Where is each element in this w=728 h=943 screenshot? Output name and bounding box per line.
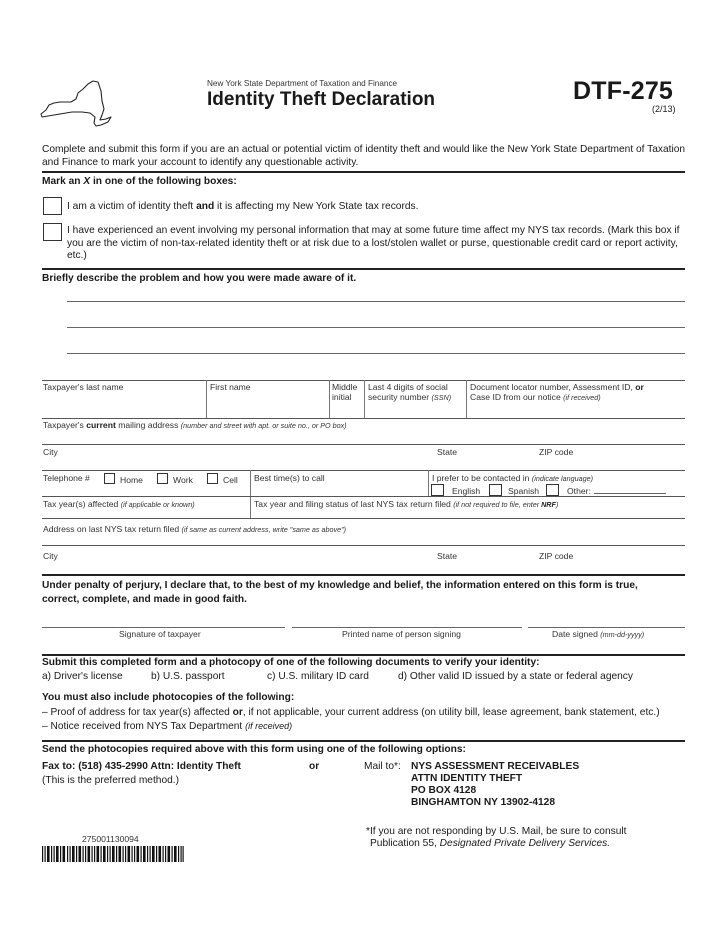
- grid-line: [428, 470, 429, 496]
- english-checkbox[interactable]: [431, 484, 444, 496]
- state-field[interactable]: [437, 447, 457, 457]
- dln-label-2: Case ID from our notice: [470, 392, 564, 402]
- prefer-label: I prefer to be contacted in: [432, 473, 532, 483]
- tax-years-label: Tax year(s) affected: [43, 499, 121, 509]
- city-label-2: City: [43, 551, 58, 561]
- last-return-address-field[interactable]: [43, 524, 346, 534]
- printed-name-input[interactable]: [292, 627, 522, 628]
- at-risk-checkbox[interactable]: [43, 223, 62, 241]
- victim-checkbox[interactable]: [43, 197, 62, 215]
- ssn-label-2: security number: [368, 392, 432, 402]
- mark-x: X: [83, 176, 91, 187]
- grid-line: [250, 470, 251, 518]
- fax-instruction: Fax to: (518) 435-2990 Attn: Identity Theft: [42, 761, 241, 772]
- state-field-2[interactable]: [437, 551, 457, 561]
- mail-address-line-1: NYS ASSESSMENT RECEIVABLES: [411, 761, 580, 772]
- perjury-line-1: Under penalty of perjury, I declare that, to the best of my knowledge and belief, the information entered on this form is true,: [42, 580, 638, 591]
- signature-label: Signature of taxpayer: [119, 629, 201, 639]
- describe-line-3[interactable]: [67, 353, 685, 354]
- language-preference-label: [432, 473, 593, 483]
- last-name-label: Taxpayer's last name: [43, 382, 124, 392]
- grid-line: [42, 444, 685, 445]
- photocopy-item-2: [42, 721, 292, 732]
- city-field[interactable]: [43, 447, 58, 457]
- dln-note: (if received): [563, 393, 601, 402]
- first-name-field[interactable]: [210, 382, 251, 392]
- filing-nrf: NRF: [541, 500, 556, 509]
- zip-field-2[interactable]: [539, 551, 573, 561]
- barcode-icon: [42, 846, 184, 862]
- mail-address-line-4: BINGHAMTON NY 13902-4128: [411, 797, 556, 808]
- signature-input[interactable]: [42, 627, 285, 628]
- victim-option-label: [67, 201, 418, 212]
- last-address-label: Address on last NYS tax return filed: [43, 524, 182, 534]
- address-note: (number and street with apt. or suite no., or PO box): [180, 421, 347, 430]
- item1-or: or: [232, 707, 243, 718]
- mail-address-line-3: PO BOX 4128: [411, 785, 477, 796]
- mail-to-label: Mail to*:: [364, 761, 401, 772]
- ssn-label-1: Last 4 digits of social: [368, 382, 448, 392]
- mark-suffix: in one of the following boxes:: [90, 176, 237, 187]
- describe-heading: Briefly describe the problem and how you were made aware of it.: [42, 273, 357, 284]
- tax-years-note: (if applicable or known): [120, 500, 195, 509]
- grid-line: [42, 470, 685, 471]
- zip-label-2: ZIP code: [539, 551, 574, 561]
- work-checkbox[interactable]: [157, 473, 168, 484]
- option1-a: I am a victim of identity theft: [67, 201, 197, 212]
- grid-line: [206, 380, 207, 418]
- city-field-2[interactable]: [43, 551, 58, 561]
- grid-line: [466, 380, 467, 418]
- grid-line: [364, 380, 365, 418]
- at-risk-option-label: I have experienced an event involving my personal information that may at some future time affect my NYS tax records. (Mark this box if you are the victim of non-tax-related identity theft or at risk due to a lost/stolen wallet or purse, questionable credit card or report activity, etc.): [67, 225, 680, 262]
- last-address-note: (if same as current address, write "same as above"): [181, 525, 347, 534]
- mailing-address-field[interactable]: [43, 420, 347, 430]
- divider: [42, 654, 685, 656]
- page-title: Identity Theft Declaration: [207, 89, 436, 110]
- date-format: (mm-dd-yyyy): [600, 630, 645, 639]
- middle-initial-field[interactable]: [332, 382, 357, 402]
- filing-note: (if not required to file, enter: [453, 500, 542, 509]
- other-language-label: Other:: [567, 486, 591, 496]
- address-label-a: Taxpayer's: [43, 420, 87, 430]
- mark-prefix: Mark an: [42, 176, 84, 187]
- dln-label-1: Document locator number, Assessment ID,: [470, 382, 636, 392]
- mail-address-line-2: ATTN IDENTITY THEFT: [411, 773, 523, 784]
- work-label: Work: [173, 475, 193, 485]
- prefer-note: (indicate language): [531, 474, 593, 483]
- zip-field[interactable]: [539, 447, 573, 457]
- tax-years-field[interactable]: [43, 499, 195, 509]
- city-label: City: [43, 447, 58, 457]
- id-option-b: b) U.S. passport: [151, 671, 225, 682]
- ssn-field[interactable]: [368, 382, 451, 403]
- best-time-label: Best time(s) to call: [254, 473, 325, 483]
- last-name-field[interactable]: [43, 382, 123, 392]
- option1-and: and: [196, 201, 215, 212]
- send-heading: Send the photocopies required above with this form using one of the following options:: [42, 744, 466, 755]
- grid-line: [329, 380, 330, 418]
- photocopy-item-1: [42, 707, 660, 718]
- filing-close: ): [555, 500, 559, 509]
- home-label: Home: [120, 475, 143, 485]
- other-language-input[interactable]: [594, 493, 666, 494]
- item2-note: (if received): [245, 721, 293, 731]
- dln-or: or: [635, 382, 644, 392]
- id-option-c: c) U.S. military ID card: [267, 671, 369, 682]
- divider: [42, 268, 685, 270]
- describe-line-1[interactable]: [67, 301, 685, 302]
- filing-status-label: Tax year and filing status of last NYS tax return filed: [254, 499, 454, 509]
- grid-line: [42, 418, 685, 419]
- new-york-state-map-icon: [38, 79, 112, 131]
- note-publication-title: Designated Private Delivery Services.: [439, 838, 611, 849]
- middle-label-1: Middle: [332, 382, 358, 392]
- grid-line: [42, 496, 685, 497]
- cell-label: Cell: [223, 475, 238, 485]
- perjury-line-2: correct, complete, and made in good faith.: [42, 594, 247, 605]
- first-name-label: First name: [210, 382, 251, 392]
- cell-checkbox[interactable]: [207, 473, 218, 484]
- intro-text: Complete and submit this form if you are an actual or potential victim of identity theft and would like the New York State Department of Taxation and Finance to mark your account to identify any questionable activity.: [42, 144, 686, 168]
- preferred-method-note: (This is the preferred method.): [42, 775, 180, 786]
- middle-label-2: initial: [332, 392, 352, 402]
- delivery-note-line-1: *If you are not responding by U.S. Mail, be sure to consult: [366, 826, 627, 837]
- submit-heading: Submit this completed form and a photocopy of one of the following documents to verify your identity:: [42, 657, 540, 668]
- home-checkbox[interactable]: [104, 473, 115, 484]
- id-option-a: a) Driver's license: [42, 671, 123, 682]
- option1-b: it is affecting my New York State tax records.: [214, 201, 419, 212]
- note-publication: Publication 55,: [370, 838, 440, 849]
- state-label: State: [437, 447, 458, 457]
- divider: [42, 574, 685, 576]
- date-signed-input[interactable]: [528, 627, 685, 628]
- item2-text: – Notice received from NYS Tax Department: [42, 721, 246, 732]
- address-label-b: mailing address: [115, 420, 181, 430]
- item1-a: – Proof of address for tax year(s) affected: [42, 707, 233, 718]
- delivery-note-line-2: [370, 838, 610, 849]
- date-label: Date signed: [552, 629, 601, 639]
- english-label: English: [452, 486, 481, 496]
- divider: [42, 740, 685, 742]
- date-signed-label: [552, 629, 644, 639]
- best-time-field[interactable]: [254, 473, 325, 483]
- spanish-label: Spanish: [508, 486, 540, 496]
- grid-line: [42, 518, 685, 519]
- other-language-checkbox[interactable]: [546, 484, 559, 496]
- photocopies-heading: You must also include photocopies of the following:: [42, 692, 295, 703]
- id-option-d: d) Other valid ID issued by a state or federal agency: [398, 671, 633, 682]
- agency-name: New York State Department of Taxation and Finance: [207, 79, 398, 88]
- barcode-number: 275001130094: [82, 834, 139, 844]
- item1-b: , if not applicable, your current address (on utility bill, lease agreement, bank statement, etc.): [242, 707, 660, 718]
- telephone-label: Telephone #: [43, 473, 90, 483]
- grid-line: [42, 545, 685, 546]
- filing-status-field[interactable]: [254, 499, 558, 509]
- or-label: or: [309, 761, 320, 772]
- state-label-2: State: [437, 551, 458, 561]
- describe-line-2[interactable]: [67, 327, 685, 328]
- ssn-note: (SSN): [431, 393, 452, 402]
- zip-label: ZIP code: [539, 447, 574, 457]
- document-locator-field[interactable]: [470, 382, 644, 403]
- mark-box-heading: [42, 176, 237, 187]
- address-current: current: [86, 420, 116, 430]
- printed-name-label: Printed name of person signing: [342, 629, 461, 639]
- form-number: DTF-275: [573, 77, 674, 105]
- divider: [42, 171, 685, 173]
- spanish-checkbox[interactable]: [489, 484, 502, 496]
- form-revision: (2/13): [652, 104, 676, 114]
